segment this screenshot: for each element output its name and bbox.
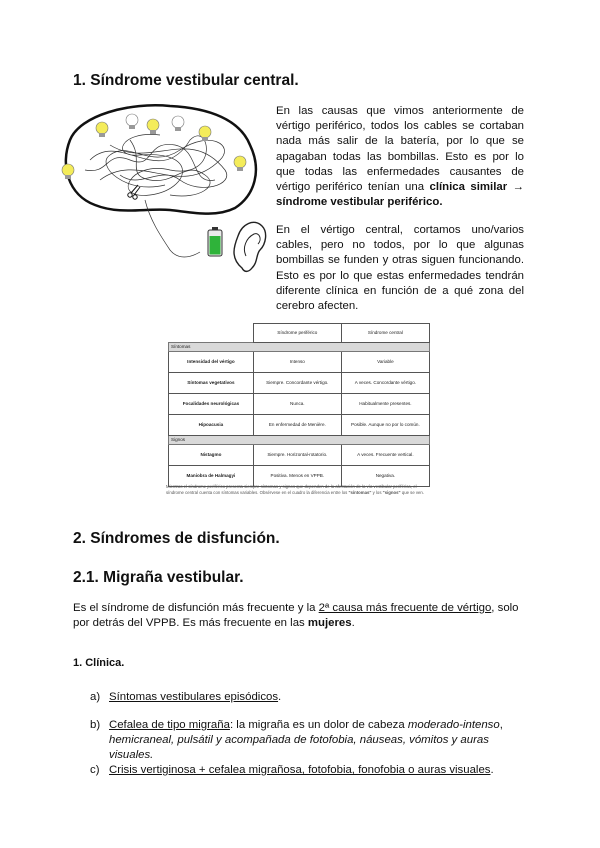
section-title: 1. Síndrome vestibular central. [73,72,299,89]
peripheral-cell: Positiva. Menos en VPPB. [253,466,341,487]
peripheral-cell: Nunca. [253,394,341,415]
migraine-intro-paragraph: Es el síndrome de disfunción más frecuente y la 2ª causa más frecuente de vértigo, solo por detrás del VPPB. Es más frecuente en las mujeres. [73,602,519,630]
peripheral-cell: Siempre. Concordante vértigo. [253,373,341,394]
peripheral-cell: Siempre. Horizontal-rotatorio. [253,445,341,466]
battery-icon [208,227,222,256]
row-label: Nistagmo [169,445,254,466]
column-header-central: Síndrome central [341,324,429,343]
table-section-row [169,343,430,352]
central-syndrome-paragraph-1: En las causas que vimos anteriormente de vértigo periférico, todos los cables se cortaban nada más salir de la batería, por lo que se apagaban todas las bombillas. Esto es por lo que todas las enfermedades causantes de vértigo periférico tenían una clínica similar → síndrome vestibular periférico. [276,105,524,209]
list-item: c) Crisis vertiginosa + cefalea migrañosa, fotofobia, fonofobia o auras visuales. [90,764,494,776]
row-label: Síntomas vegetativos [169,373,254,394]
central-cell: A veces. Concordante vértigo. [341,373,429,394]
ear-icon [234,222,266,271]
table-row [169,415,430,436]
table-row [169,394,430,415]
subsection-title: 2.1. Migraña vestibular. [73,569,244,586]
peripheral-cell: En enfermedad de Menière. [253,415,341,436]
table-caption: Mientras el síndrome periférico presenta siempre síntomas y signos que dependen de la afectación de la vía vestibular periférica, el síndrome central cuenta con síntomas variables. Obsérvese en el cuadro la diferencia entre los "síntomas" y los "signos" que se ven. [166,484,425,495]
central-cell: Habitualmente presentes. [341,394,429,415]
peripheral-cell: Intenso [253,352,341,373]
list-item: a) Síntomas vestibulares episódicos. [90,691,282,703]
central-cell: Variable [341,352,429,373]
column-header-peripheral: Síndrome periférico [253,324,341,343]
table-row [169,445,430,466]
brain-illustration [50,100,272,284]
row-label: Focalidades neurológicas [169,394,254,415]
table-row [169,352,430,373]
row-label: Hipoacusia [169,415,254,436]
row-label: Intensidad del vértigo [169,352,254,373]
central-cell: Negativa. [341,466,429,487]
table-section-row [169,436,430,445]
section-title: 2. Síndromes de disfunción. [73,530,280,547]
brain-outline-icon [66,105,256,213]
central-cell: Posible. Aunque no por lo común. [341,415,429,436]
table-section-label: Signos [169,436,430,445]
list-item: b) Cefalea de tipo migraña: la migraña es un dolor de cabeza moderado-intenso, hemicraneal, pulsátil y acompañada de fotofobia, náuseas, vómitos y auras visuales. [90,719,503,761]
comparison-table [168,323,430,487]
table-row [169,373,430,394]
row-label: Maniobra de Halmagyi [169,466,254,487]
central-cell: A veces. Frecuente vertical. [341,445,429,466]
table-section-label: Síntomas [169,343,430,352]
clinic-subheading: 1. Clínica. [73,657,125,669]
central-syndrome-paragraph-2: En el vértigo central, cortamos uno/varios cables, pero no todos, por lo que algunas bombillas se funden y otras siguen funcionando. Esto es por lo que estas enfermedades tendrán diferente clínica en función de a qué zona del cerebro afecten. [276,224,524,313]
